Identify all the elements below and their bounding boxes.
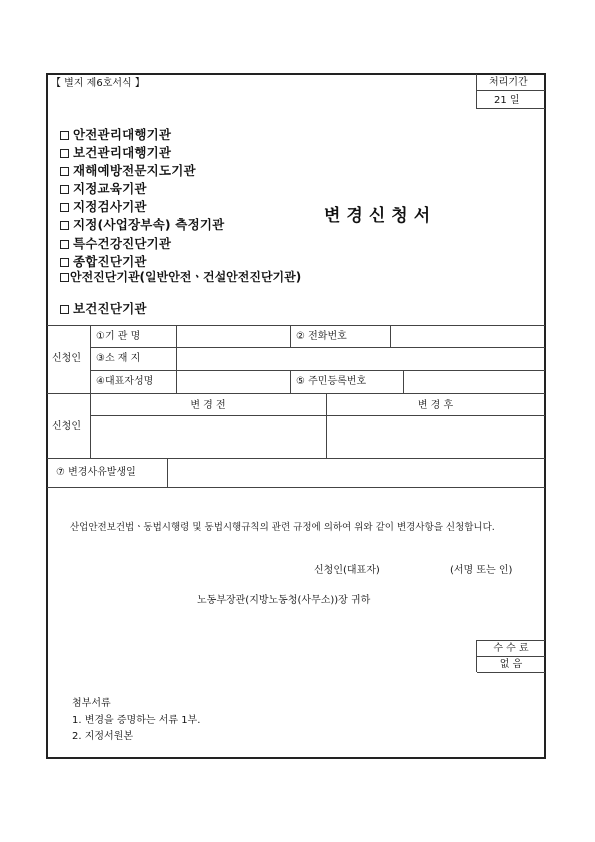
reason-date-label: ⑦ 변경사유발생일 — [56, 467, 136, 478]
form-label: 【 별지 제6호서식 】 — [51, 78, 145, 89]
row-line — [47, 487, 545, 488]
row-line — [47, 325, 545, 326]
page-title: 변경신청서 — [324, 206, 437, 226]
col-line — [90, 325, 91, 458]
agency-item[interactable]: 특수건강진단기관 — [60, 236, 171, 251]
processing-box-bottom — [477, 108, 545, 109]
checkbox-icon[interactable] — [60, 149, 69, 158]
addressee: 노동부장관(지방노동청(사무소))장 귀하 — [197, 595, 371, 606]
checkbox-icon[interactable] — [60, 185, 69, 194]
agency-item[interactable]: 종합진단기관 — [60, 254, 147, 269]
fee-value: 없 음 — [499, 659, 523, 670]
checkbox-icon[interactable] — [60, 305, 69, 314]
processing-box-divider — [476, 74, 477, 109]
change-section-label: 신청인 — [52, 421, 81, 432]
location-field[interactable] — [178, 349, 544, 369]
col-line — [290, 370, 291, 393]
agency-item[interactable]: 지정(사업장부속) 측정기관 — [60, 217, 224, 232]
attachment-item: 1. 변경을 증명하는 서류 1부. — [72, 715, 201, 726]
row-line — [47, 393, 545, 394]
agency-item[interactable]: 보건관리대행기관 — [60, 145, 171, 160]
col-line — [403, 370, 404, 393]
agency-item[interactable]: 안전관리대행기관 — [60, 127, 171, 142]
attachments-label: 첨부서류 — [72, 698, 111, 709]
row-line — [90, 347, 545, 348]
before-change-label: 변 경 전 — [190, 400, 226, 411]
col-line — [167, 458, 168, 487]
org-name-field[interactable] — [178, 327, 288, 346]
checkbox-icon[interactable] — [60, 221, 69, 230]
applicant-section-label: 신청인 — [52, 353, 81, 364]
col-line — [390, 325, 391, 347]
row-line — [90, 415, 545, 416]
row-line — [47, 458, 545, 459]
phone-field[interactable] — [392, 327, 544, 346]
signer-label: 신청인(대표자) — [314, 565, 380, 576]
col-line — [290, 325, 291, 347]
col-line — [176, 325, 177, 393]
checkbox-icon[interactable] — [60, 240, 69, 249]
org-name-label: ①기 관 명 — [96, 331, 141, 342]
fee-box-top — [476, 640, 545, 641]
rep-name-field[interactable] — [178, 372, 288, 392]
after-change-field[interactable] — [328, 417, 544, 457]
before-change-field[interactable] — [92, 417, 324, 457]
sign-label: (서명 또는 인) — [450, 565, 513, 576]
row-line — [90, 370, 545, 371]
agency-item[interactable]: 지정검사기관 — [60, 199, 147, 214]
resident-no-label: ⑤ 주민등록번호 — [296, 376, 367, 387]
processing-box-line — [477, 90, 545, 91]
location-label: ③소 재 지 — [96, 353, 141, 364]
resident-no-field[interactable] — [405, 372, 544, 392]
fee-label: 수 수 료 — [493, 643, 529, 654]
agency-item[interactable]: 지정교육기관 — [60, 181, 147, 196]
processing-period-label: 처리기간 — [489, 77, 528, 88]
fee-box-line — [477, 656, 545, 657]
phone-label: ② 전화번호 — [296, 331, 347, 342]
checkbox-icon[interactable] — [60, 131, 69, 140]
agency-item[interactable]: 안전진단기관(일반안전ㆍ건설안전진단기관) — [60, 270, 310, 300]
checkbox-icon[interactable] — [60, 167, 69, 176]
agency-item[interactable]: 재해예방전문지도기관 — [60, 163, 196, 178]
checkbox-icon[interactable] — [60, 258, 69, 267]
rep-name-label: ④대표자성명 — [96, 376, 154, 387]
declaration-text: 산업안전보건법ㆍ동법시행령 및 동법시행규칙의 관련 규정에 의하여 위와 같이 변경사항을 신청합니다. — [70, 522, 495, 533]
reason-date-field[interactable] — [169, 460, 544, 486]
agency-item[interactable]: 보건진단기관 — [60, 301, 147, 316]
checkbox-icon[interactable] — [60, 203, 69, 212]
attachment-item: 2. 지정서원본 — [72, 731, 134, 742]
checkbox-icon[interactable] — [60, 273, 69, 282]
after-change-label: 변 경 후 — [417, 400, 454, 411]
fee-box-bottom — [477, 672, 545, 673]
processing-period-value: 21 일 — [494, 95, 520, 106]
